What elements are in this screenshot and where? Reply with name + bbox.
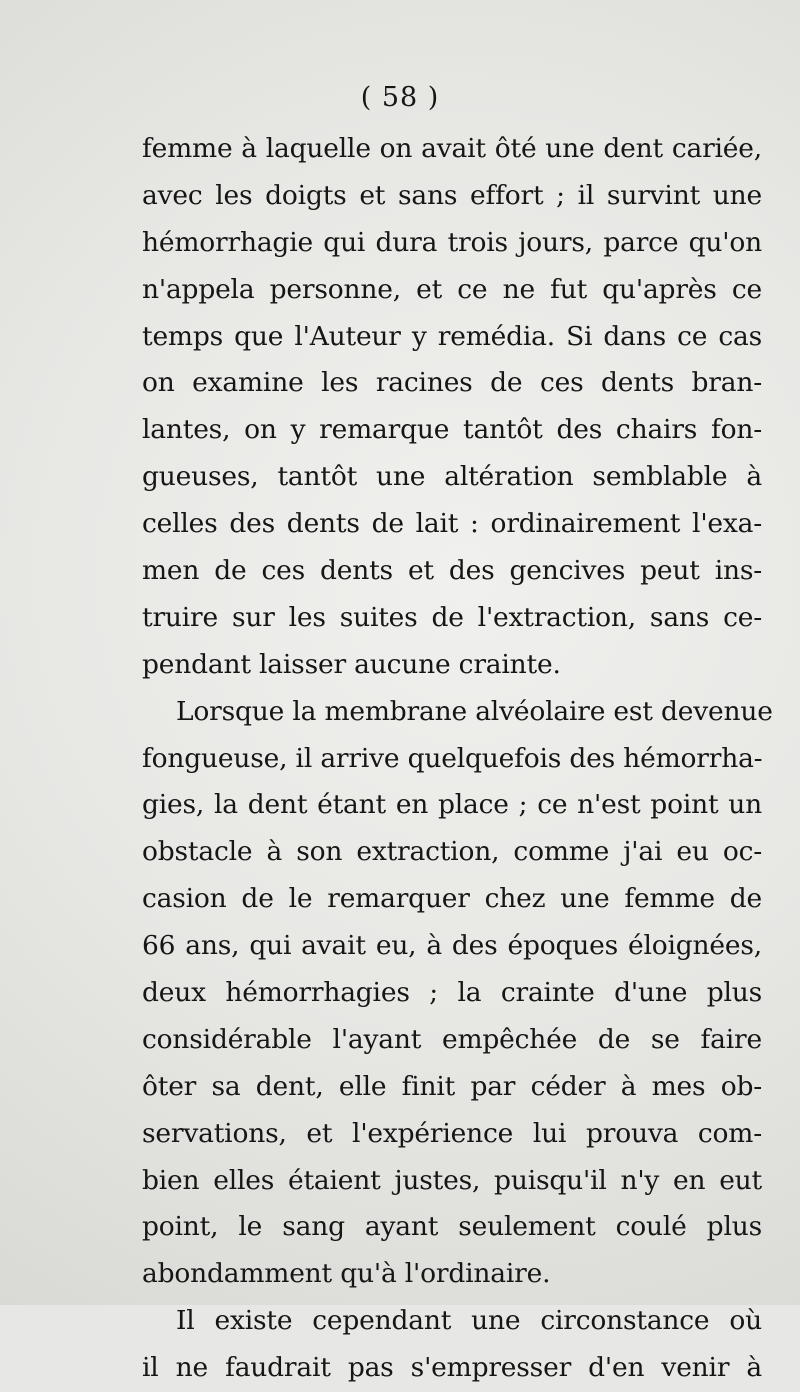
text-line: gueuses, tantôt une altération semblable à [142, 461, 762, 493]
text-line: point, le sang ayant seulement coulé plus [142, 1211, 762, 1243]
page-number: ( 58 ) [360, 82, 440, 113]
text-line: on examine les racines de ces dents bran- [142, 367, 762, 399]
text-line: servations, et l'expérience lui prouva com- [142, 1117, 762, 1149]
text-line: pendant laisser aucune crainte. [142, 648, 561, 680]
text-line: deux hémorrhagies ; la crainte d'une plus [142, 977, 762, 1009]
text-line: obstacle à son extraction, comme j'ai eu oc- [142, 836, 762, 868]
text-line: gies, la dent étant en place ; ce n'est point un [142, 789, 762, 821]
text-line: bien elles étaient justes, puisqu'il n'y en eut [142, 1164, 762, 1196]
text-line: temps que l'Auteur y remédia. Si dans ce cas [142, 320, 762, 352]
paragraph-start-line: Lorsque la membrane alvéolaire est devenue [176, 695, 773, 727]
text-line: casion de le remarquer chez une femme de [142, 883, 762, 915]
text-line: considérable l'ayant empêchée de se faire [142, 1023, 762, 1055]
text-line: n'appela personne, et ce ne fut qu'après ce [142, 273, 762, 305]
text-line: femme à laquelle on avait ôté une dent cariée, [142, 133, 762, 164]
paragraph-start-line: Il existe cependant une circonstance où [176, 1305, 762, 1337]
text-line: celles des dents de lait : ordinairement l'exa- [142, 508, 762, 540]
text-line: avec les doigts et sans effort ; il survint une [142, 179, 762, 211]
text-line: il ne faudrait pas s'empresser d'en venir à [142, 1352, 762, 1384]
text-line: lantes, on y remarque tantôt des chairs fon- [142, 414, 762, 446]
page-text [142, 126, 773, 1392]
text-line: ôter sa dent, elle finit par céder à mes ob- [142, 1070, 762, 1102]
text-line: men de ces dents et des gencives peut ins- [142, 555, 762, 587]
text-line: abondamment qu'à l'ordinaire. [142, 1258, 551, 1290]
text-line: truire sur les suites de l'extraction, sans ce- [142, 601, 762, 633]
text-line: 66 ans, qui avait eu, à des époques éloignées, [142, 930, 762, 962]
text-line: hémorrhagie qui dura trois jours, parce qu'on [142, 226, 762, 258]
text-line: fongueuse, il arrive quelquefois des hémorrha- [142, 742, 763, 774]
